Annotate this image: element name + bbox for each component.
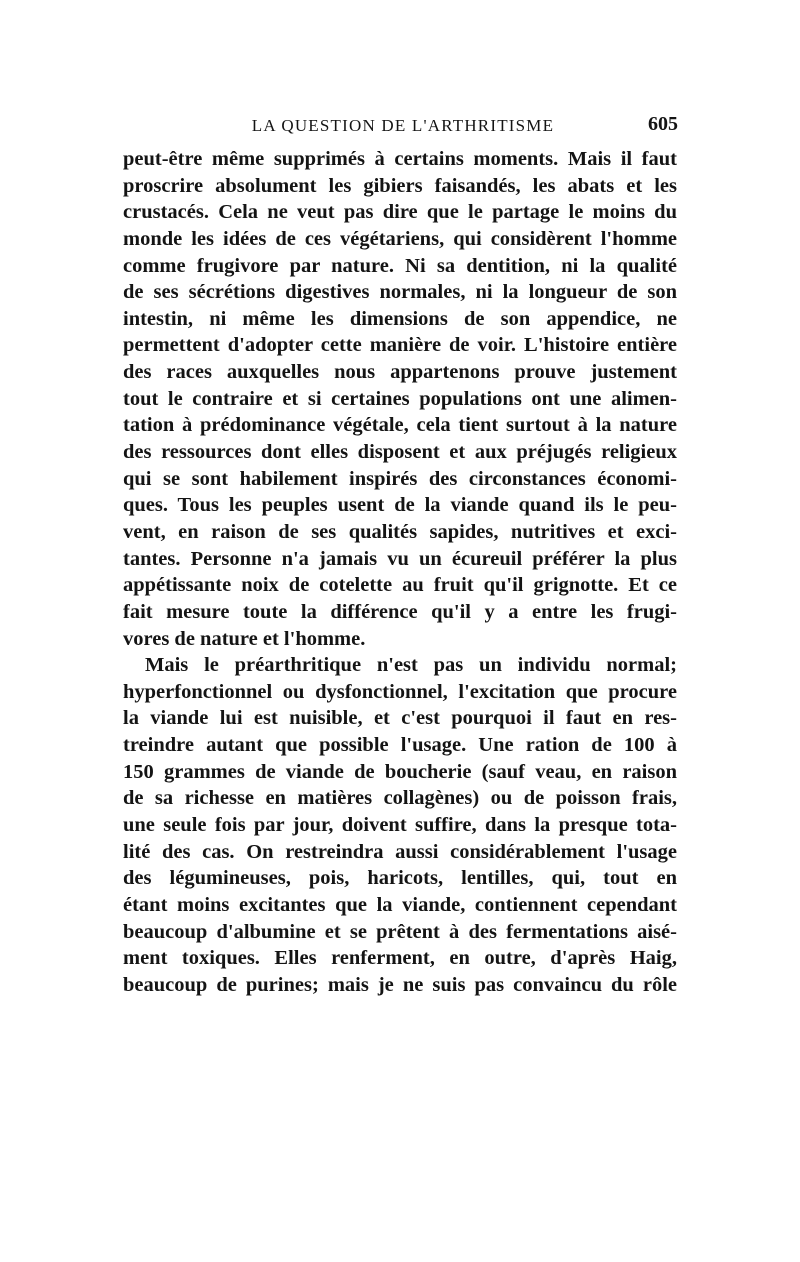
text-line: vent, en raison de ses qualités sapides, nutritives et exci- — [123, 520, 677, 543]
text-line: treindre autant que possible l'usage. Une ration de 100 à — [123, 734, 677, 757]
text-line: proscrire absolument les gibiers faisandés, les abats et les — [123, 174, 677, 197]
text-line: comme frugivore par nature. Ni sa dentition, ni la qualité — [123, 254, 677, 277]
text-line: des ressources dont elles disposent et aux préjugés religieux — [123, 441, 677, 464]
text-line: 150 grammes de viande de boucherie (sauf veau, en raison — [123, 760, 677, 783]
text-line: beaucoup d'albumine et se prêtent à des fermentations aisé- — [123, 920, 677, 943]
running-title: LA QUESTION DE L'ARTHRITISME — [251, 116, 555, 135]
text-line: beaucoup de purines; mais je ne suis pas convaincu du rôle — [123, 973, 677, 996]
text-line: de sa richesse en matières collagènes) ou de poisson frais, — [123, 787, 677, 810]
text-line: vores de nature et l'homme. — [123, 627, 366, 650]
text-line: des légumineuses, pois, haricots, lentilles, qui, tout en — [123, 867, 677, 890]
text-line: une seule fois par jour, doivent suffire, dans la presque tota- — [123, 814, 677, 837]
text-line: hyperfonctionnel ou dysfonctionnel, l'excitation que procure — [123, 680, 677, 703]
text-line: tout le contraire et si certaines populations ont une alimen- — [123, 387, 677, 410]
text-line: fait mesure toute la différence qu'il y a entre les frugi- — [123, 600, 677, 623]
text-line: qui se sont habilement inspirés des circonstances économi- — [123, 467, 677, 490]
text-line: tantes. Personne n'a jamais vu un écureuil préférer la plus — [123, 547, 677, 570]
body-text — [123, 146, 677, 999]
text-line: appétissante noix de cotelette au fruit qu'il grignotte. Et ce — [123, 574, 677, 597]
text-line: Mais le préarthritique n'est pas un individu normal; — [145, 654, 677, 677]
text-line: de ses sécrétions digestives normales, ni la longueur de son — [123, 281, 677, 304]
text-line: lité des cas. On restreindra aussi considérablement l'usage — [123, 840, 677, 863]
text-line: permettent d'adopter cette manière de voir. L'histoire entière — [123, 334, 677, 357]
text-line: monde les idées de ces végétariens, qui considèrent l'homme — [123, 227, 677, 250]
text-line: étant moins excitantes que la viande, contiennent cependant — [123, 893, 677, 916]
text-line: ment toxiques. Elles renferment, en outre, d'après Haig, — [123, 947, 677, 970]
text-line: intestin, ni même les dimensions de son appendice, ne — [123, 307, 677, 330]
text-line: la viande lui est nuisible, et c'est pourquoi il faut en res- — [123, 707, 677, 730]
text-line: peut-être même supprimés à certains moments. Mais il faut — [123, 148, 677, 170]
text-line: ques. Tous les peuples usent de la viande quand ils le peu- — [123, 494, 677, 517]
text-line: des races auxquelles nous appartenons prouve justement — [123, 361, 677, 384]
text-line: tation à prédominance végétale, cela tient surtout à la nature — [123, 414, 677, 437]
page-number: 605 — [648, 113, 678, 135]
text-line: crustacés. Cela ne veut pas dire que le partage le moins du — [123, 201, 677, 224]
running-head — [128, 110, 678, 140]
